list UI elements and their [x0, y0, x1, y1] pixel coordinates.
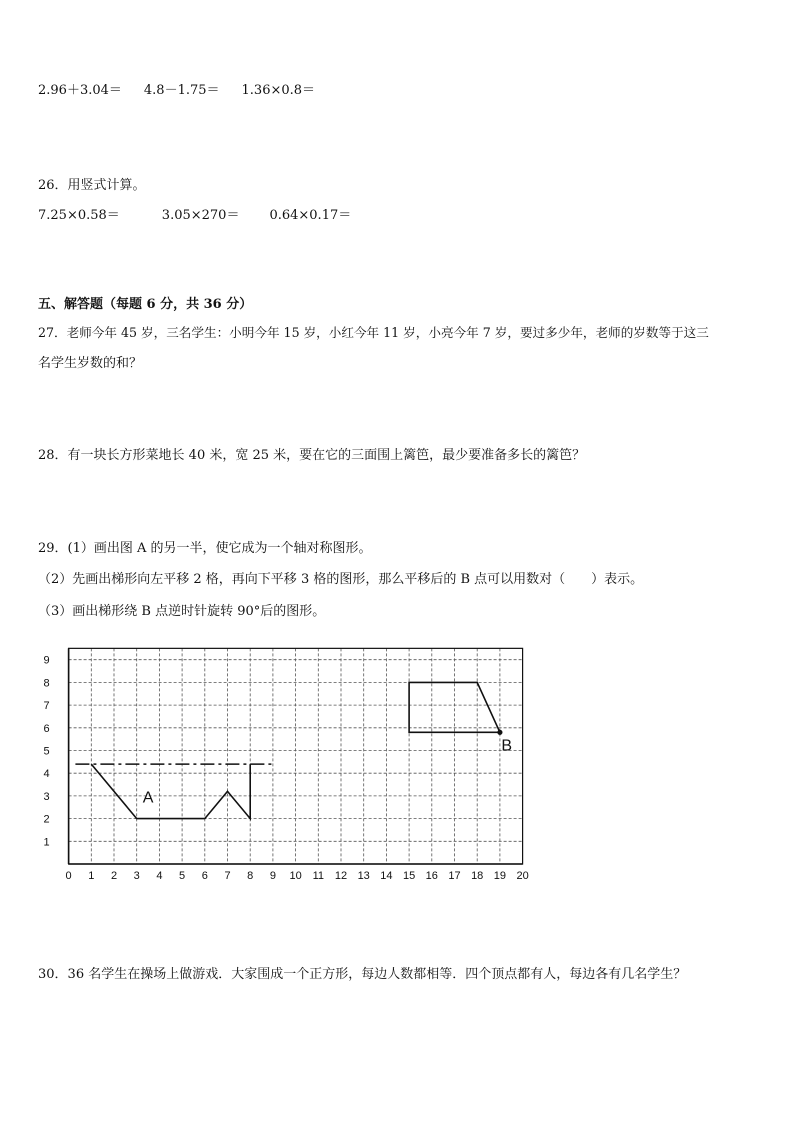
x-tick-label: 17 — [448, 870, 461, 882]
label-b: B — [501, 737, 513, 755]
y-tick-label: 9 — [43, 654, 50, 667]
y-tick-label: 5 — [43, 745, 50, 758]
y-tick-label: 7 — [43, 700, 50, 713]
label-a: A — [142, 789, 154, 807]
q25-calc-3: 1.36×0.8＝ — [241, 83, 316, 98]
point-b — [497, 730, 502, 735]
x-tick-label: 6 — [201, 870, 208, 882]
x-tick-label: 14 — [380, 870, 393, 882]
x-tick-label: 5 — [179, 870, 186, 882]
x-tick-label: 16 — [425, 870, 438, 882]
y-tick-label: 2 — [43, 813, 50, 826]
x-tick-label: 13 — [357, 870, 370, 882]
y-tick-label: 1 — [43, 836, 50, 849]
q26-calc-2: 3.05×270＝ — [161, 208, 240, 223]
x-tick-label: 8 — [247, 870, 254, 882]
x-tick-label: 10 — [289, 870, 302, 882]
q30-text: 30．36 名学生在操场上做游戏．大家围成一个正方形，每边人数都相等．四个顶点都有人，每边各有几名学生？ — [38, 967, 687, 982]
y-tick-label: 3 — [43, 790, 50, 803]
x-tick-label: 4 — [156, 870, 163, 882]
x-tick-label: 2 — [110, 870, 118, 882]
x-tick-label: 15 — [402, 870, 416, 882]
x-tick-label: 0 — [65, 870, 72, 882]
x-tick-label: 20 — [516, 870, 529, 882]
y-tick-label: 8 — [43, 677, 50, 690]
q29-part-3: （3）画出梯形绕 B 点逆时针旋转 90°后的图形。 — [38, 604, 326, 619]
x-tick-label: 3 — [133, 870, 140, 882]
q29-part-1: 29．(1）画出图 A 的另一半，使它成为一个轴对称图形。 — [38, 541, 372, 556]
y-tick-label: 4 — [43, 768, 50, 781]
q27-line-2: 名学生岁数的和？ — [38, 356, 143, 371]
q26-title: 26．用竖式计算。 — [38, 178, 146, 193]
x-tick-label: 9 — [269, 870, 276, 882]
q25-calc-2: 4.8－1.75＝ — [143, 83, 220, 98]
y-tick-label: 6 — [43, 722, 50, 735]
x-tick-label: 12 — [334, 870, 348, 882]
shape-a-half — [91, 764, 250, 818]
x-tick-label: 19 — [493, 870, 507, 882]
x-tick-label: 7 — [224, 870, 231, 882]
q25-calc-1: 2.96＋3.04＝ — [38, 83, 122, 98]
section5-heading: 五、解答题（每题 6 分，共 36 分） — [38, 297, 253, 312]
q27-line-1: 27．老师今年 45 岁，三名学生：小明今年 15 岁，小红今年 11 岁，小亮今年 7 岁，要过多少年，老师的岁数等于这三 — [38, 325, 709, 340]
q26-calc-3: 0.64×0.17＝ — [269, 208, 352, 223]
q28-text: 28．有一块长方形菜地长 40 米，宽 25 米，要在它的三面围上篱笆，最少要准备多长的篱笆？ — [38, 448, 586, 463]
x-tick-label: 18 — [471, 870, 484, 882]
q29-part-2: （2）先画出梯形向左平移 2 格，再向下平移 3 格的图形，那么平移后的 B 点可以用数对（ ）表示。 — [38, 572, 644, 587]
x-tick-label: 11 — [312, 870, 325, 882]
q26-calc-1: 7.25×0.58＝ — [38, 208, 120, 223]
x-tick-label: 1 — [88, 870, 95, 882]
